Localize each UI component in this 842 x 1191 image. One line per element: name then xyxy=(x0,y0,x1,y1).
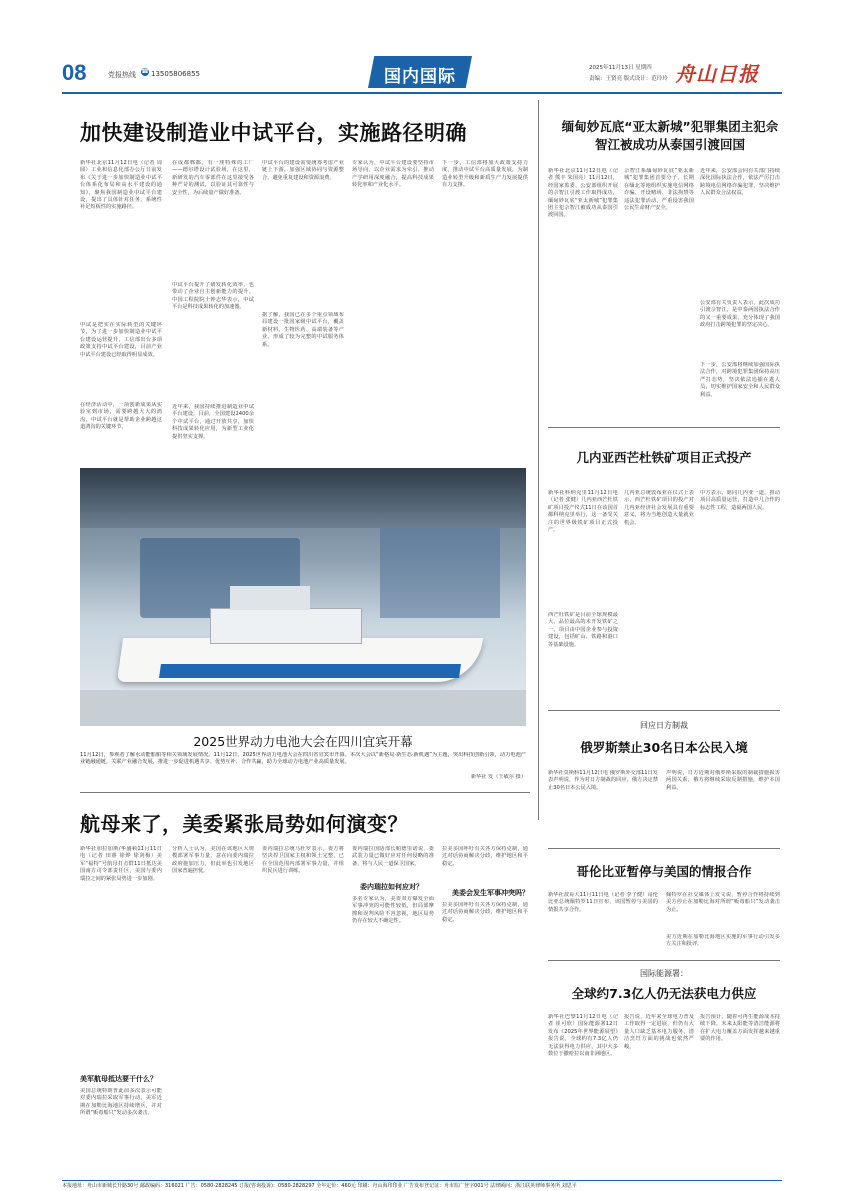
headline-russia-ban: 俄罗斯禁止30名日本公民入境 xyxy=(580,740,748,755)
divider xyxy=(548,960,780,961)
editor-credit: 责编：王贤亮 版式设计：范玲玲 xyxy=(589,76,668,82)
article-body: 下一步，公安部将继续加强国际执法合作，对跨境犯罪集团保持高压严打态势，坚决依法追捕在逃人员，切实维护国家安全和人民群众利益。 xyxy=(700,362,780,398)
headline-iea-electricity: 全球约7.3亿人仍无法获电力供应 xyxy=(571,986,757,1001)
issue-date: 2025年11月13日 星期四 xyxy=(589,65,652,71)
footer-info: 本报地址：舟山市新城长升路30号 邮政编码：316021 广告：0580-2828245 订报(咨询投诉)：0580-2828297 全年定价：460元 印刷：舟山海印印业 广告发布登记证：舟市监广登字001号 法律顾问：浙江联英律师事务所 刘思平 xyxy=(62,1183,577,1189)
divider xyxy=(548,710,780,711)
footer-rule xyxy=(62,1180,782,1181)
headline-extradition: 缅甸妙瓦底“亚太新城”犯罪集团主犯佘智江被成功从泰国引渡回国 xyxy=(561,119,779,152)
article-body: 拉美多国呼吁有关各方保持克制，通过对话协商解决分歧，维护地区和平稳定。 xyxy=(442,846,528,867)
article-body: 据了解，我国已在多个重点领域布局建设一批国家级中试平台，覆盖新材料、生物医药、高端装备等产业，形成了较为完整的中试服务体系。 xyxy=(262,312,344,348)
article-body: 新华社北京11月12日电（记者 熊丰 朱国亮）11月12日，经国家监委、公安部组织开展的佘智江引渡工作取得成功，缅甸妙瓦底“亚太新城”犯罪集团主犯佘智江被成功从泰国引渡回国。 xyxy=(548,168,618,219)
phone-icon: ☎ xyxy=(141,68,149,75)
headline-colombia: 哥伦比亚暂停与美国的情报合作 xyxy=(576,864,752,879)
article-body: 几内亚总统敦布亚在仪式上表示，西芒杜铁矿项目的投产对几内亚经济社会发展具有重要意义，将为当地创造大量就业机会。 xyxy=(624,490,694,526)
photo-caption-title: 2025世界动力电池大会在四川宜宾开幕 xyxy=(193,734,413,749)
headline-guinea-iron-mine: 几内亚西芒杜铁矿项目正式投产 xyxy=(576,450,752,465)
divider xyxy=(80,792,530,793)
headline-aircraft-carrier: 航母来了，美委紧张局势如何演变？ xyxy=(80,812,408,836)
article-body: 佩特罗在社交媒体上发文说，暂停合作将持续到美方停止在加勒比海对所谓“贩毒船只”发动袭击为止。 xyxy=(666,892,780,913)
article-body: 声明说，日方近期对俄罗斯采取的制裁措施损害两国关系，俄方将继续采取反制措施，维护本国利益。 xyxy=(666,770,780,791)
divider xyxy=(538,100,539,820)
divider xyxy=(548,427,780,428)
article-body: 新华社莫斯科11月12日电 俄罗斯外交部11日发表声明说，作为对日方制裁的回应，俄方决定禁止30名日本公民入境。 xyxy=(548,770,658,791)
article-body: 新华社波哥大11月11日电（记者 李子健）哥伦比亚总统佩特罗11日宣布，该国暂停与美国的情报共享合作。 xyxy=(548,892,658,913)
article-body: 新华社科纳克里11月12日电（记者 张健）几内亚西芒杜铁矿项目投产仪式11日在该国首都科纳克里举行，这一备受关注的世界级铁矿项目正式投产。 xyxy=(548,490,618,534)
article-body: 公安部有关负责人表示，此次成功引渡佘智江，是中泰两国执法合作的又一重要成果，充分体现了我国政府打击跨境犯罪的坚定决心。 xyxy=(700,300,780,329)
article-body: 委内瑞拉国防部长帕德里诺说，委武装力量已做好应对任何侵略的准备，将与人民一道保卫国家。 xyxy=(352,846,434,867)
article-body: 专家认为，中试平台建设要坚持市场导向，以企业需求为牵引，推动产学研用深度融合，提高科技成果转化率和产业化水平。 xyxy=(352,160,434,189)
section-title: 国内国际 xyxy=(384,67,456,87)
article-body: 中试平台的建设需要统筹考虑产业链上下游，加强区域协同与资源整合，避免重复建设和资源浪费。 xyxy=(262,160,344,181)
article-body: 新华社加拉加斯/华盛顿11月11日电（记者 田睿 徐烨 徐剑梅）美军“福特”号航母打击群11日抵达美国南方司令部责任区，美国与委内瑞拉之间的紧张局势进一步加剧。 xyxy=(80,846,162,882)
header-rule xyxy=(62,92,782,94)
article-body: 西芒杜铁矿是目前全球规模最大、品位最高的未开发铁矿之一，项目由中国企业参与投资建设，包括矿山、铁路和港口等基础设施。 xyxy=(548,612,618,648)
article-body: 新华社北京11月12日电（记者 周圆）工业和信息化部办公厅日前发布《关于进一步加快制造业中试平台体系化布局和高水平建设的通知》，聚焦我国制造业中试平台建设，提出了具体针对任务，系统性补足短板性的实施路径。 xyxy=(80,160,162,211)
article-body: 近年来，公安部会同有关部门持续深化国际执法合作，依法严厉打击跨境电信网络诈骗犯罪，坚决维护人民群众合法权益。 xyxy=(700,168,780,197)
photo-credit: 新华社 发（王敏尔 摄） xyxy=(470,774,526,780)
subhead: 委内瑞拉如何应对？ xyxy=(360,883,423,891)
article-body: 新华社巴黎11月12日电（记者 崔可欣）国际能源署12日发布《2025年世界能源展望》报告说，全球约有7.3亿人仍无法获得电力供应，其中大多数位于撒哈拉以南非洲地区。 xyxy=(548,1014,618,1058)
article-body: 美国总统特朗普此前多次表示可能对委内瑞拉采取军事行动，美军近期在加勒比海地区持续增兵，并对所谓“贩毒船只”发动多次袭击。 xyxy=(80,1088,162,1117)
subhead: 美委会发生军事冲突吗？ xyxy=(452,889,529,897)
hotline-number: 13505806855 xyxy=(151,70,200,78)
article-body: 美方近期在加勒比海地区实施的军事行动引发多方关注和批评。 xyxy=(666,934,780,948)
article-body: 多名专家认为，美委双方爆发全面军事冲突的可能性较低，但局部摩擦和误判风险不容忽视，地区局势仍存在较大不确定性。 xyxy=(352,896,434,925)
photo-caption: 11月12日，参观者了解水动能船舶等相关领域发展情况。11月12日，2025世界动力电池大会在四川省宜宾市开幕。本次大会以“新格局·新生态·新机遇”为主题，突出科技创新引领，动力电池产业链融通链，关联产业融合发展，推进一步促进机遇共享、优势互补、合作共赢，助力全球动力电池产业高质量发展。 xyxy=(80,752,526,766)
photo-battery-conference xyxy=(80,468,526,726)
article-body: 报告预计，随着可再生能源成本持续下降，未来太阳能等清洁能源将在扩大电力覆盖方面发挥越来越重要的作用。 xyxy=(700,1014,780,1043)
masthead-logo: 舟山日报 xyxy=(675,62,759,86)
article-body: 在成都郫都，有一座特殊的工厂——德尔塔设计试验场，在这里，新研发的汽车零部件在这里接受各种严苛的测试，以验证其可靠性与安全性，为后续量产做好准备。 xyxy=(172,160,254,196)
divider xyxy=(548,848,780,849)
article-body: 中试是把实在实际转型的关键环节，为了进一步加快制造业中试平台建设运营提升，工信部出台多项政策支持中试平台建设，目前产业中试平台建设已经取得明显成效。 xyxy=(80,322,162,358)
article-body: 佘智江系缅甸妙瓦底“亚太新城”犯罪集团首要分子，长期在缅北等地组织实施电信网络诈骗、开设赌场、非法拘禁等违法犯罪活动，严重侵害我国公民生命财产安全。 xyxy=(624,168,694,212)
article-body: 中试平台提升了研发转化效率，也带动了企业自主创新能力的提升。中国工程院院士钟志华表示，中试平台是科技成果转化的加速器。 xyxy=(172,282,254,311)
subhead: 美军航母抵达要干什么？ xyxy=(80,1075,157,1083)
headline-pilot-platform: 加快建设制造业中试平台，实施路径明确 xyxy=(80,121,467,145)
article-body: 中方表示，愿同几内亚一道，推动项目高质量运营，打造中几合作的标志性工程，造福两国人民。 xyxy=(700,490,780,511)
article-body: 报告说，近年来全球电力普及工作取得一定进展，但仍有大量人口缺乏基本电力服务，清洁烹饪方面的挑战也依然严峻。 xyxy=(624,1014,694,1050)
hotline-label: 党报热线 xyxy=(108,71,136,79)
page-number: 08 xyxy=(62,60,87,85)
article-body: 委内瑞拉总统马杜罗表示，委方将坚决捍卫国家主权和领土完整，已在全国范围内部署军事力量，并组织民兵进行训练。 xyxy=(262,846,344,875)
kicker: 国际能源署： xyxy=(640,969,688,978)
article-body: 拉美多国呼吁有关各方保持克制，通过对话协商解决分歧，维护地区和平稳定。 xyxy=(442,902,528,923)
article-body: 近年来，我国持续推进制造业中试平台建设，目前，全国建设2400余个中试平台，通过开放共享，加快科技成果转化应用，为新型工业化提供坚实支撑。 xyxy=(172,404,254,440)
article-body: 在经济活动中，一项创新成果从实验室到市场，需要跨越大大的鸿沟，中试平台就是帮助企业跨越这道鸿沟的关键环节。 xyxy=(80,402,162,431)
kicker: 回应日方制裁 xyxy=(640,721,688,730)
article-body: 下一步，工信部将加大政策支持力度，推动中试平台高质量发展，为制造业转型升级和新质生产力发展提供有力支撑。 xyxy=(442,160,528,189)
article-body: 分析人士认为，美国在该地区大规模部署军事力量，意在向委内瑞拉政府施加压力，但此举也引发地区国家普遍担忧。 xyxy=(172,846,254,875)
